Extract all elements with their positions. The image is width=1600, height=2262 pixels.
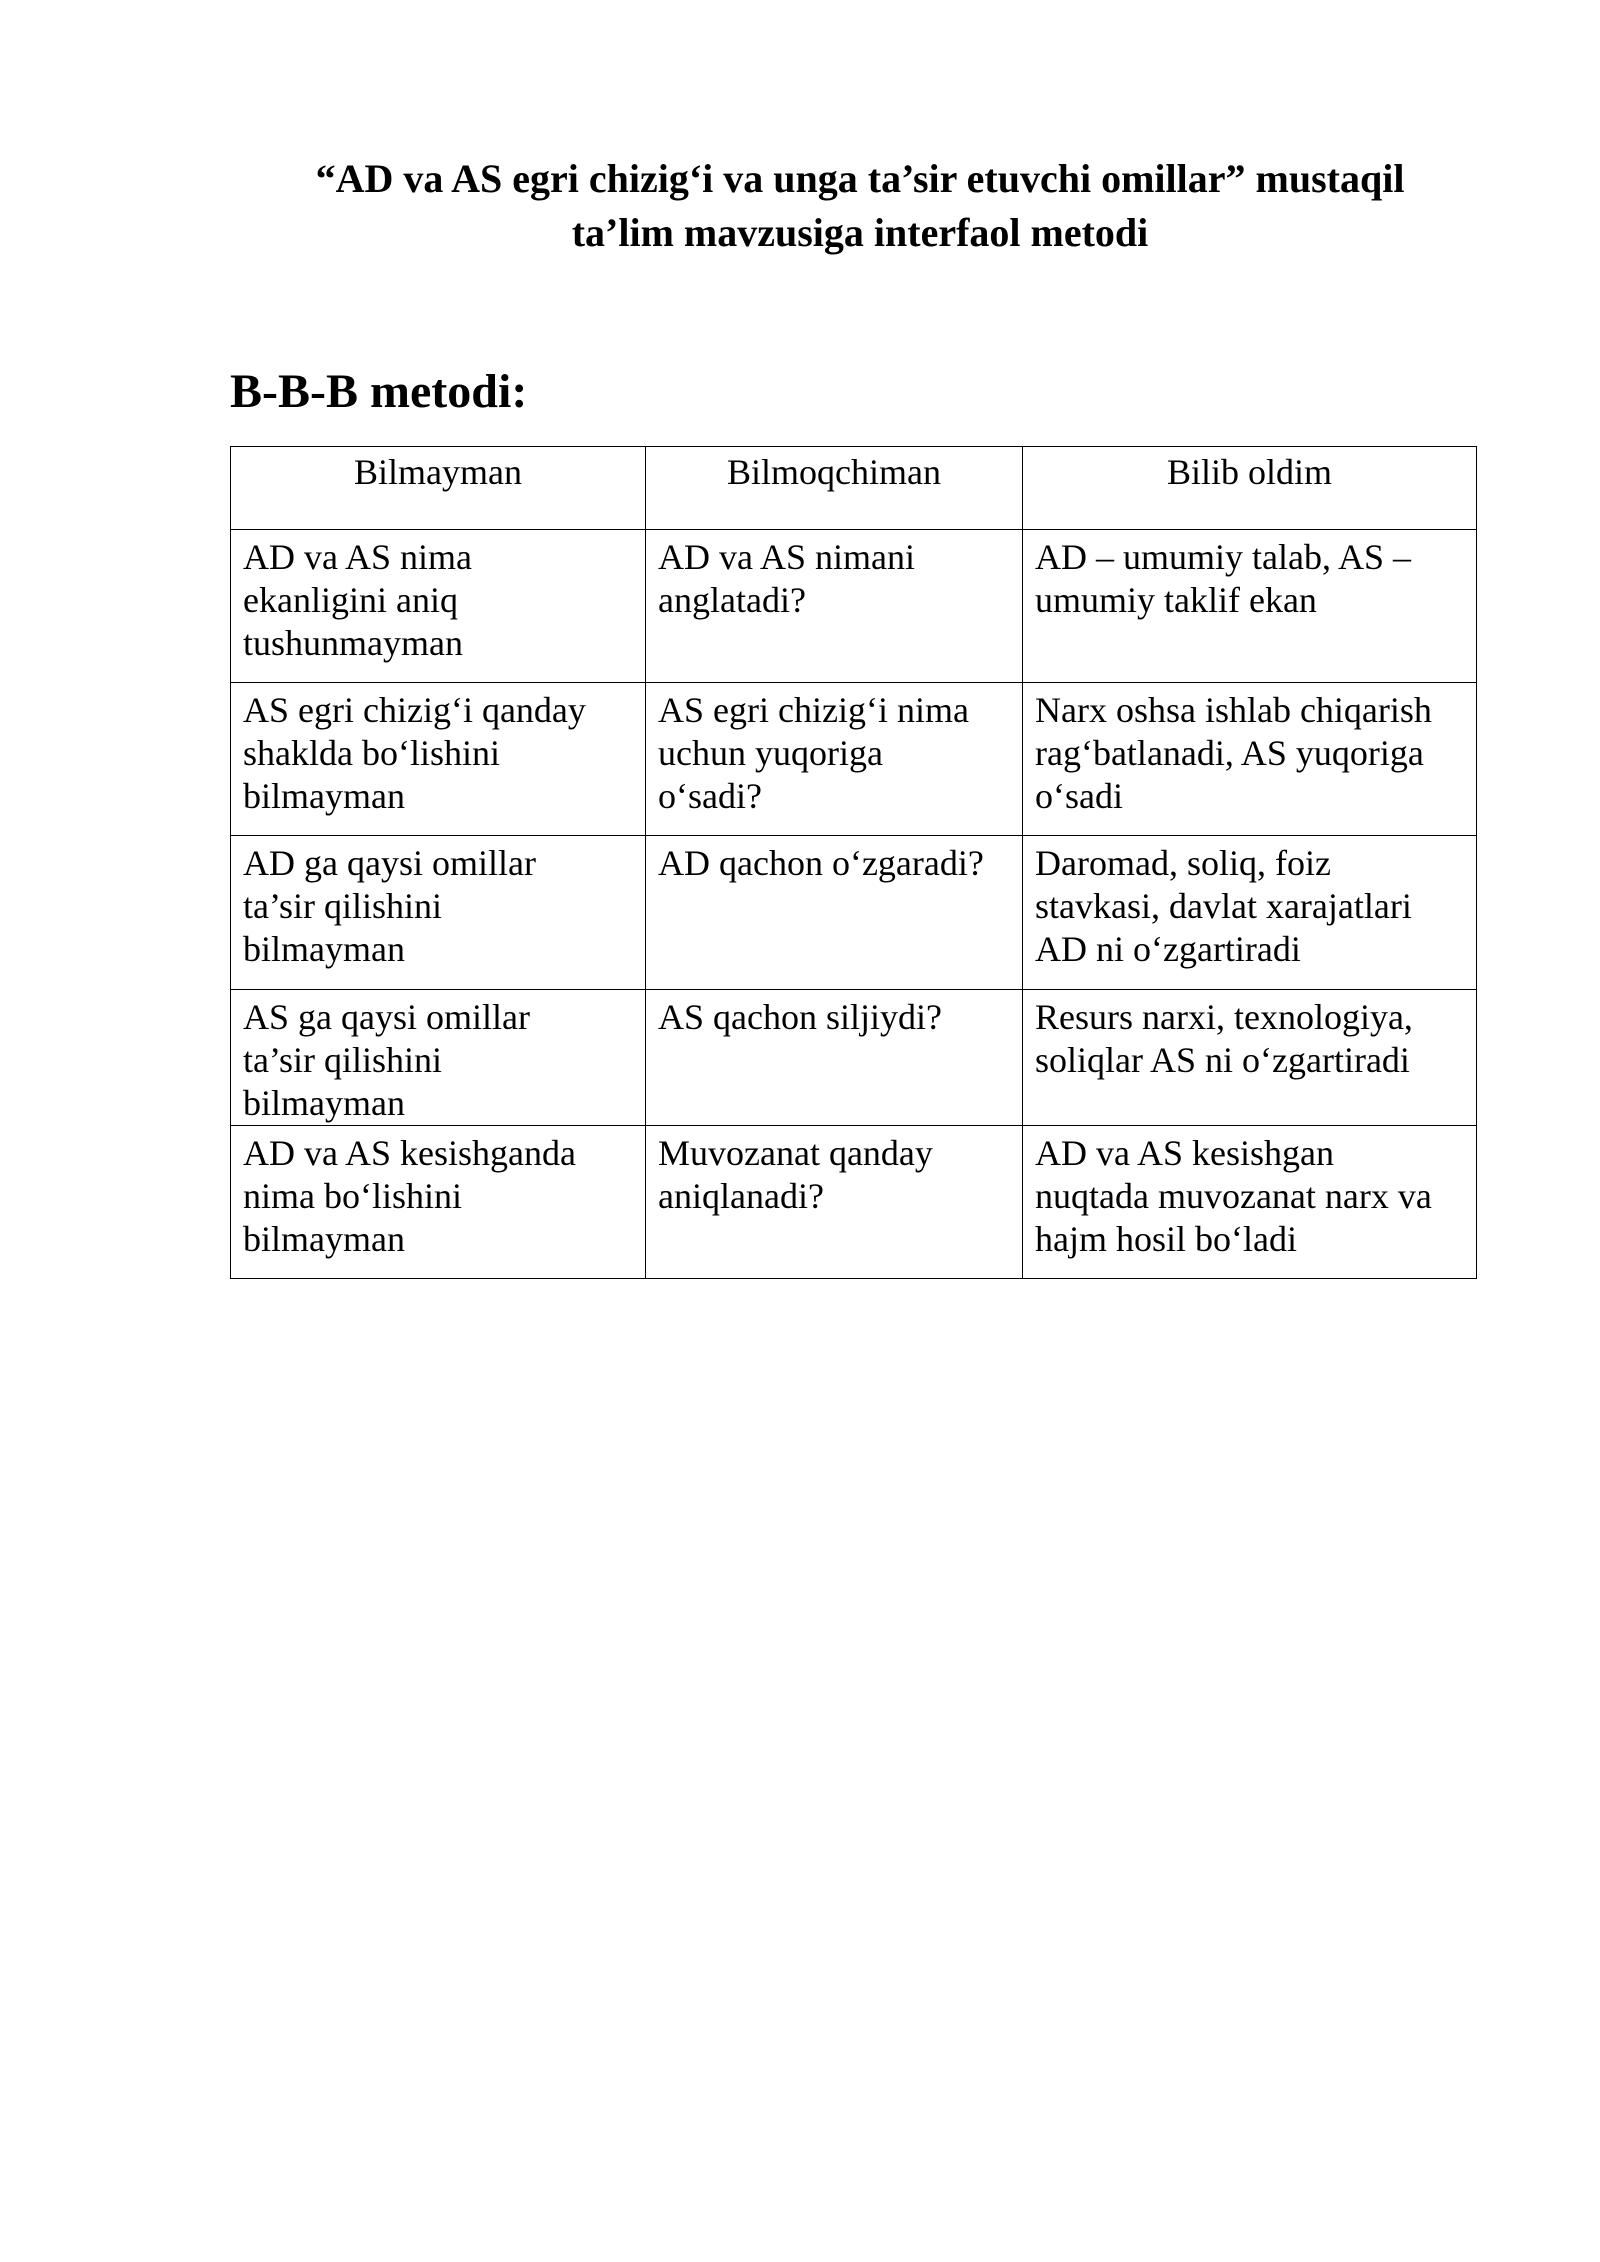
cell-line: o‘sadi? [658,776,762,816]
cell-line: anglatadi? [658,580,806,620]
cell-line: hajm hosil bo‘ladi [1035,1219,1297,1259]
cell-line: Narx oshsa ishlab chiqarish [1035,690,1432,730]
cell-line: ta’sir qilishini [243,886,443,926]
cell-line: AS egri chizig‘i nima [658,690,969,730]
cell-line: AD ni o‘zgartiradi [1035,929,1301,969]
cell-line: bilmayman [243,1219,405,1259]
section-heading: B-B-B metodi: [230,365,528,418]
cell-line: AD va AS nima [243,537,472,577]
cell-line: AD – umumiy talab, AS – [1035,537,1411,577]
cell-line: bilmayman [243,929,405,969]
cell-line: Muvozanat qanday [658,1133,933,1173]
table-cell-bilmoqchiman [646,683,1023,836]
table-cell-bilib-oldim [1023,530,1477,683]
table-row [231,1126,1477,1279]
table-row [231,836,1477,990]
table-cell-bilmoqchiman [646,530,1023,683]
document-title-line-1: “AD va AS egri chizig‘i va unga ta’sir etuvchi omillar” mustaqil [315,156,1405,201]
table-cell-bilmayman [231,683,646,836]
document-title [230,152,1490,260]
cell-line: bilmayman [243,1083,405,1123]
cell-line: AD ga qaysi omillar [243,843,536,883]
table-row [231,990,1477,1126]
cell-line: AD va AS kesishganda [243,1133,576,1173]
cell-line: AS egri chizig‘i qanday [243,690,586,730]
header-bilmayman: Bilmayman [231,447,646,530]
table-cell-bilmayman [231,836,646,990]
cell-line: rag‘batlanadi, AS yuqoriga [1035,733,1424,773]
table-cell-bilib-oldim [1023,1126,1477,1279]
table-cell-bilmayman [231,1126,646,1279]
table-row [231,683,1477,836]
header-bilib-oldim: Bilib oldim [1023,447,1477,530]
cell-line: bilmayman [243,776,405,816]
cell-line: tushunmayman [243,623,463,663]
cell-line: ta’sir qilishini [243,1040,443,1080]
table-header-row [231,447,1477,530]
cell-line: uchun yuqoriga [658,733,883,773]
table-cell-bilmayman [231,530,646,683]
cell-line: shaklda bo‘lishini [243,733,500,773]
table-cell-bilib-oldim [1023,683,1477,836]
cell-line: umumiy taklif ekan [1035,580,1317,620]
cell-line: Resurs narxi, texnologiya, [1035,997,1413,1037]
cell-line: o‘sadi [1035,776,1123,816]
bbb-method-table [230,446,1477,1279]
cell-line: stavkasi, davlat xarajatlari [1035,886,1412,926]
header-bilmoqchiman: Bilmoqchiman [646,447,1023,530]
table-cell-bilmoqchiman [646,836,1023,990]
table-row [231,530,1477,683]
table-cell-bilmayman [231,990,646,1126]
document-title-line-2: ta’lim mavzusiga interfaol metodi [571,210,1149,255]
cell-line: ekanligini aniq [243,580,458,620]
table-cell-bilmoqchiman [646,990,1023,1126]
cell-line: nuqtada muvozanat narx va [1035,1176,1432,1216]
table-cell-bilib-oldim [1023,990,1477,1126]
cell-line: AD va AS kesishgan [1035,1133,1334,1173]
cell-line: AD qachon o‘zgaradi? [658,843,984,883]
cell-line: soliqlar AS ni o‘zgartiradi [1035,1040,1410,1080]
cell-line: AS ga qaysi omillar [243,997,530,1037]
cell-line: Daromad, soliq, foiz [1035,843,1331,883]
cell-line: AD va AS nimani [658,537,915,577]
cell-line: aniqlanadi? [658,1176,824,1216]
cell-line: AS qachon siljiydi? [658,997,942,1037]
cell-line: nima bo‘lishini [243,1176,462,1216]
table-cell-bilib-oldim [1023,836,1477,990]
table-cell-bilmoqchiman [646,1126,1023,1279]
